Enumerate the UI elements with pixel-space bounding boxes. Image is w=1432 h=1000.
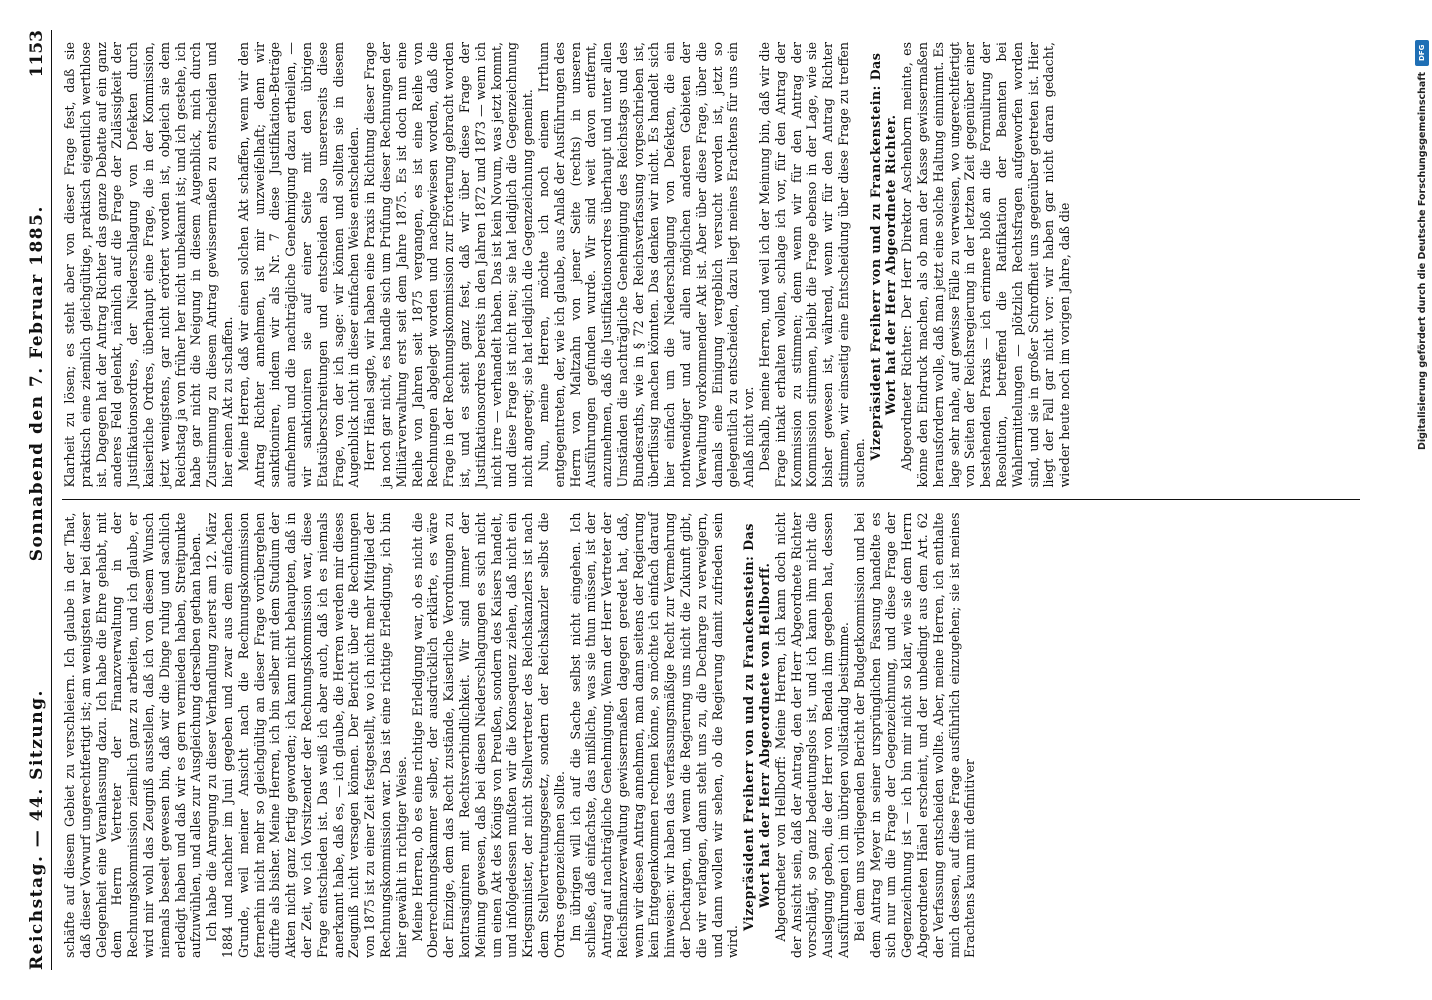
paragraph: Herr Hänel sagte, wir haben eine Praxis in Richtung dieser Frage ja noch gar nicht, es handle sich um Prüfung dieser Rechnungen der Militärverwaltung erst seit dem Jahre 1875. Es ist doch nun eine Reihe von Jahren seit 1875 vergangen, es ist eine Reihe von Rechnungen abgelegt worden und nachgewiesen worden, daß die Frage in der Rechnungskommission zur Erörterung gebracht worden ist, und es steht ganz fest, daß wir über diese Frage der Justifikationsordres bereits in den Jahren 1872 und 1873 — wenn ich nicht irre — verhandelt haben. Das ist kein Novum, was jetzt kommt, und diese Frage ist nicht neu; sie hat lediglich die Gegenzeichnung nicht angeregt; sie hat lediglich die Gegenzeichnung gemeint. <box>362 42 536 488</box>
paragraph: schäfte auf diesem Gebiet zu verschleiern. Ich glaube in der That, daß dieser Vorwurf ungerechtfertigt ist; am wenigsten war bei dieser Gelegenheit eine Veranlassung dazu. Ich habe die Ehre gehabt, mit dem Herrn Vertreter der Finanzverwaltung in der Rechnungskommission ziemlich ganz zu arbeiten, und ich glaube, er wird mir wohl das Zeugniß ausstellen, daß ich von diesem Wunsch niemals beseelt gewesen bin, daß wir die Dinge ruhig und sachlich erledigt haben und daß wir es gern vermieden haben, Streitpunkte aufzuwühlen, und alles zur Ausgleichung derselben gethan haben. <box>62 512 204 958</box>
header-date: Sonnabend den 7. Februar 1885. <box>27 205 47 562</box>
paragraph: Meine Herren, ob es eine richtige Erledigung war, ob es nicht die Oberrechnungskammer selber, der ausdrücklich erklärte, es wäre der Einzige, dem das Recht zustände, Kaiserliche Verordnungen zu kontrasigniren mit Rechtsverbindlichkeit. Wir sind immer der Meinung gewesen, daß bei diesen Niederschlagungen es sich nicht um einen Akt des Königs von Preußen, sondern des Kaisers handelt, und infolgedessen mußten wir die Konsequenz ziehen, daß nicht ein Kriegsminister, der nicht Stellvertreter des Reichskanzlers ist nach dem Stellvertretungsgesetz, sondern der Reichskanzler selbst die Ordres gegenzeichnen sollte. <box>409 512 567 958</box>
dfg-logo-icon: DFG <box>1415 40 1429 66</box>
paragraph: Abgeordneter Richter: Der Herr Direktor Aschenborn meinte, es könne den Eindruck machen, als ob man der Kasse gewissermaßen herausfordern wolle, daß man jetzt eine solche Haltung einnimmt. Es lage sehr nahe, auf gewisse Fälle zu verweisen, wo ungerechtfertigt von Seiten der Reichsregierung in der letzten Zeit gegenüber einer bestehenden Praxis — ich erinnere bloß an die Formulirung der Resolution, betreffend die Ratifikation der Beamten bei Wahlermittelungen — plötzlich Rechtsfragen aufgeworfen worden sind, und sie in großer Schroffheit uns gegenüber getreten ist. Hier liegt der Fall gar nicht vor: wir haben gar nicht daran gedacht, wieder heute noch im vorigen Jahre, daß die <box>899 42 1073 488</box>
digitization-credit <box>1414 40 1430 1000</box>
speaker-heading: Vizepräsident Freiherr von und zu Franckenstein: Das Wort hat der Herr Abgeordnete von Hellborff. <box>741 523 773 932</box>
speaker-heading: Vizepräsident Freiherr von und zu Franckenstein: Das Wort hat der Herr Abgeordnete Richter. <box>867 52 899 461</box>
credit-text: Digitalisierung gefördert durch die Deutsche Forschungsgemeinschaft <box>1416 72 1428 450</box>
column-divider <box>62 500 1360 501</box>
paragraph: Meine Herren, daß wir einen solchen Akt schaffen, wenn wir den Antrag Richter annehmen, ist mir unzweifelhaft; denn wir sanktioniren, indem wir als Nr. 7 diese Justifikation-Beträge aufnehmen und die nachträgliche Genehmigung dazu ertheilen, — wir sanktioniren sie auf einer Seite mit den übrigen Etatsüberschreitungen und entscheiden also unsererseits diese Frage, von der ich sage: wir können und sollten sie in diesem Augenblick nicht in dieser einfachen Weise entscheiden. <box>235 42 362 488</box>
left-column <box>62 501 1360 971</box>
page-number: 1153 <box>27 30 47 78</box>
paragraph: Im übrigen will ich auf die Sache selbst nicht eingehen. Ich schließe, daß einfachste, das mißliche, was sie thun müssen, ist der Antrag auf nachträgliche Genehmigung. Wenn der Herr Vertreter der Reichsfinanzverwaltung gewissermaßen dagegen geredet hat, daß, wenn wir diesen Antrag annehmen, man dann seitens der Regierung kein Entgegenkommen rechnen könne, so möchte ich einfach darauf hinweisen: wir haben das verfassungsmäßige Recht zur Vermehrung der Dechargen, und wenn die Regierung uns nicht die Zukunft gibt, die wir verlangen, dann steht uns zu, die Decharge zu verweigern, und dann wollen wir sehen, ob die Regierung damit zufrieden sein wird. <box>567 512 741 958</box>
page-header <box>18 30 52 970</box>
paragraph: Klarheit zu lösen; es steht aber von dieser Frage fest, daß sie praktisch eine ziemlich gleichgültige, praktisch eigentlich werthlose ist. Dagegen hat der Antrag Richter das ganze Debatte auf ein ganz anderes Feld gelenkt, nämlich auf die Frage der Zulässigkeit der Justifikationsordres, der Niederschlagung von Defekten durch kaiserliche Ordres, überhaupt eine Frage, die in der Kommission, jetzt wenigstens, gar nicht erörtert worden ist, obgleich sie dem Reichstag ja von früher her nicht unbekannt ist; und ich gestehe, ich habe gar nicht die Neigung in diesem Augenblick, mich durch Zustimmung zu diesem Antrag gewissermaßen zu entscheiden und hier einen Akt zu schaffen. <box>62 42 235 488</box>
paragraph: Abgeordneter von Hellborff: Meine Herren, ich kann doch nicht der Ansicht sein, daß der Antrag, den der Herr Abgeordnete Richter vorschlägt, so ganz bedeutungslos ist, und ich kann ihm nicht die Auslegung geben, die der Herr von Benda ihm gegeben hat, dessen Ausführungen ich im übrigen vollständig beistimme. <box>772 512 852 958</box>
paragraph: Ich habe die Anregung zu dieser Verhandlung zuerst am 12. März 1884 und nachher im Juni gegeben und zwar aus dem einfachen Grunde, weil meiner Ansicht nach die Rechnungskommission fernerhin nicht mehr so gleichgültig an dieser Frage vorübergehen dürfte als bisher. Meine Herren, ich bin selber mit dem Studium der Akten nicht ganz fertig geworden; ich kann nicht behaupten, daß in der Zeit, wo ich Vorsitzender der Rechnungskommission war, diese Frage entschieden ist. Das weiß ich aber auch, daß ich es niemals anerkannt habe, daß es, — ich glaube, die Herren werden mir dieses Zeugniß nicht versagen können. Der Bericht über die Rechnungen von 1875 ist zu einer Zeit festgestellt, wo ich nicht mehr Mitglied der Rechnungskommission war. Das ist eine richtige Erledigung, ich bin hier gewählt in richtiger Weise. <box>204 512 409 958</box>
right-column <box>62 30 1360 500</box>
text-columns <box>62 30 1360 970</box>
paragraph: Nun, meine Herren, möchte ich noch einem Irrthum entgegentreten, der, wie ich glaube, aus Anlaß der Ausführungen des Herrn von Maltzahn von jener Seite (rechts) in unseren Ausführungen gefunden wurde. Wir sind weit davon entfernt, anzunehmen, daß die Justifikationsordres überhaupt und unter allen Umständen die nachträgliche Genehmigung des Reichstags und des Bundesraths, wie in § 72 der Reichsverfassung vorgeschrieben ist, überflüssig machen könnten. Das denken wir nicht. Es handelt sich hier einfach um die Niederschlagung von Defekten, die ein nothwendiger und auf allen möglichen anderen Gebieten der Verwaltung vorkommender Akt ist. Aber über diese Frage, über die damals eine Einigung vergeblich versucht worden ist, jetzt so gelegentlich zu entscheiden, dazu liegt meines Erachtens für uns ein Anlaß nicht vor. <box>535 42 757 488</box>
header-session: Reichstag. — 44. Sitzung. <box>27 689 47 970</box>
paragraph: Bei dem uns vorliegenden Bericht der Budgetkommission und bei dem Antrag Meyer in seiner ursprünglichen Fassung handelte es sich nur um die Frage der Gegenzeichnung, und diese Frage der Gegenzeichnung ist — ich bin mir nicht so klar, wie sie dem Herrn Abgeordneten Hänel erscheint, und der unbedingt aus dem Art. 62 der Verfassung entscheiden wollte. Aber, meine Herren, ich enthalte mich dessen, auf diese Frage ausführlich einzugehen; sie ist meines Erachtens kaum mit definitiver <box>851 512 978 958</box>
paragraph: Deshalb, meine Herren, und weil ich der Meinung bin, daß wir die Frage intakt erhalten wollen, schlage ich vor, für den Antrag der Kommission zu stimmen; denn wenn wir für den Antrag der Kommission stimmen, bleibt die Frage ebenso in der Lage, wie sie bisher gewesen ist, während, wenn wir für den Antrag Richter stimmen, wir einseitig eine Entscheidung über diese Frage zu treffen suchen. <box>757 42 867 488</box>
